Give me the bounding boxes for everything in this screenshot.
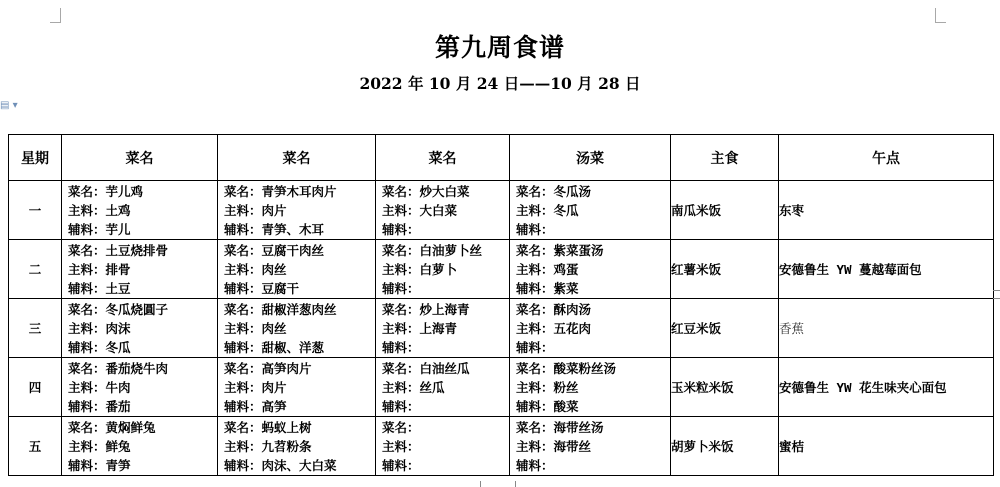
table-row [9,358,994,417]
aux-ingredient: 番茄 [105,398,131,414]
weekday-cell: 一 [9,181,62,240]
dish-cell [218,299,376,358]
dish-label: 菜名： [224,183,262,199]
aux-ingredient: 豆腐干 [261,280,300,296]
main-ingredient: 白萝卜 [419,261,458,277]
aux-ingredient: 高笋 [261,398,287,414]
dish-name: 紫菜蛋汤 [553,242,604,258]
staple-cell: 红薯米饭 [671,240,779,299]
dish-label: 菜名： [516,242,554,258]
main-ingredient: 肉丝 [261,261,287,277]
header-soup: 汤菜 [510,135,671,181]
dish-cell [218,240,376,299]
dish-name: 炒上海青 [419,301,470,317]
page-title: 第九周食谱 [434,33,565,62]
main-label: 主料： [224,320,262,336]
main-ingredient: 五花肉 [553,320,592,336]
dish-cell [62,240,218,299]
aux-label: 辅料： [68,398,106,414]
aux-label: 辅料： [516,398,554,414]
staple-cell: 南瓜米饭 [671,181,779,240]
main-label: 主料： [516,320,554,336]
aux-ingredient: 肉沫、大白菜 [261,457,337,473]
aux-label: 辅料： [382,280,420,296]
main-ingredient: 肉沫 [105,320,131,336]
main-ingredient: 丝瓜 [419,379,445,395]
aux-label: 辅料： [382,339,420,355]
snack-cell: 安德鲁生 YW 蔓越莓面包 [779,240,994,299]
main-ingredient: 排骨 [105,261,131,277]
aux-label: 辅料： [382,457,420,473]
header-staple: 主食 [671,135,779,181]
soup-cell [510,240,671,299]
dish-name: 白油丝瓜 [419,360,470,376]
aux-label: 辅料： [516,339,554,355]
dish-name: 黄焖鲜兔 [105,419,156,435]
main-label: 主料： [382,320,420,336]
dish-name: 酸菜粉丝汤 [553,360,617,376]
table-header-row [9,135,994,181]
aux-label: 辅料： [68,457,106,473]
dish-cell [62,299,218,358]
dish-name: 冬瓜汤 [553,183,592,199]
main-label: 主料： [516,379,554,395]
main-ingredient: 牛肉 [105,379,131,395]
dish-cell [376,358,510,417]
dish-name: 甜椒洋葱肉丝 [261,301,337,317]
main-label: 主料： [382,438,420,454]
aux-ingredient: 紫菜 [553,280,579,296]
dish-name: 番茄烧牛肉 [105,360,169,376]
dish-label: 菜名： [382,242,420,258]
main-label: 主料： [68,438,106,454]
main-ingredient: 粉丝 [553,379,579,395]
aux-label: 辅料： [382,221,420,237]
aux-label: 辅料： [224,280,262,296]
date-range: 2022 年 10 月 24 日——10 月 28 日 [359,74,641,93]
soup-cell [510,417,671,476]
main-ingredient: 肉片 [261,379,287,395]
aux-label: 辅料： [224,339,262,355]
staple-cell: 红豆米饭 [671,299,779,358]
header-dish-3: 菜名 [376,135,510,181]
dish-cell [376,417,510,476]
aux-label: 辅料： [224,398,262,414]
staple-cell: 玉米粒米饭 [671,358,779,417]
aux-label: 辅料： [68,339,106,355]
main-ingredient: 冬瓜 [553,202,579,218]
weekday-cell: 五 [9,417,62,476]
staple-cell: 胡萝卜米饭 [671,417,779,476]
main-label: 主料： [68,379,106,395]
dish-label: 菜名： [382,183,420,199]
aux-ingredient: 土豆 [105,280,131,296]
aux-label: 辅料： [68,280,106,296]
main-ingredient: 鸡蛋 [553,261,579,277]
page-corner-mark-top-right [935,8,946,23]
dish-label: 菜名： [224,360,262,376]
dish-name: 酥肉汤 [553,301,592,317]
dish-label: 菜名： [68,419,106,435]
dish-label: 菜名： [68,301,106,317]
dish-label: 菜名： [68,242,106,258]
weekday-cell: 二 [9,240,62,299]
aux-label: 辅料： [224,457,262,473]
dish-label: 菜名： [224,419,262,435]
dish-label: 菜名： [516,360,554,376]
weekday-cell: 三 [9,299,62,358]
dish-cell [376,181,510,240]
soup-cell [510,299,671,358]
main-label: 主料： [516,438,554,454]
dish-label: 菜名： [68,360,106,376]
main-label: 主料： [224,438,262,454]
dish-name: 土豆烧排骨 [105,242,169,258]
menu-table [8,134,994,476]
header-snack: 午点 [779,135,994,181]
dish-name: 豆腐干肉丝 [261,242,325,258]
aux-label: 辅料： [516,221,554,237]
main-ingredient: 肉丝 [261,320,287,336]
aux-ingredient: 甜椒、洋葱 [261,339,325,355]
aux-ingredient: 冬瓜 [105,339,131,355]
main-label: 主料： [382,261,420,277]
weekday-cell: 四 [9,358,62,417]
dish-label: 菜名： [382,419,420,435]
dish-label: 菜名： [68,183,106,199]
main-label: 主料： [382,202,420,218]
dish-cell [218,358,376,417]
snack-cell: 蜜桔 [779,417,994,476]
dish-cell [62,417,218,476]
header-dish-2: 菜名 [218,135,376,181]
dish-label: 菜名： [382,301,420,317]
page-bottom-mark [515,481,516,487]
main-ingredient: 肉片 [261,202,287,218]
main-label: 主料： [382,379,420,395]
dish-name: 高笋肉片 [261,360,312,376]
page-edge-mark [993,298,1000,299]
dish-label: 菜名： [224,301,262,317]
main-label: 主料： [68,202,106,218]
dish-cell [376,240,510,299]
aux-ingredient: 芋儿 [105,221,131,237]
aux-ingredient: 酸菜 [553,398,579,414]
dish-cell [376,299,510,358]
table-row [9,417,994,476]
main-label: 主料： [516,202,554,218]
dish-label: 菜名： [516,419,554,435]
soup-cell [510,358,671,417]
dish-name: 蚂蚁上树 [261,419,312,435]
dish-cell [62,358,218,417]
table-row [9,240,994,299]
dish-cell [218,417,376,476]
main-label: 主料： [224,379,262,395]
snack-cell: 东枣 [779,181,994,240]
main-ingredient: 海带丝 [553,438,592,454]
header-dish-1: 菜名 [62,135,218,181]
aux-label: 辅料： [68,221,106,237]
main-label: 主料： [224,261,262,277]
main-ingredient: 鲜兔 [105,438,131,454]
main-label: 主料： [68,261,106,277]
main-ingredient: 九苕粉条 [261,438,312,454]
aux-label: 辅料： [382,398,420,414]
aux-label: 辅料： [224,221,262,237]
main-ingredient: 土鸡 [105,202,131,218]
aux-label: 辅料： [516,280,554,296]
table-row [9,181,994,240]
soup-cell [510,181,671,240]
snack-cell: 安德鲁生 YW 花生味夹心面包 [779,358,994,417]
document-options-icon[interactable]: ▤ ▾ [0,100,18,111]
page-corner-mark-top-left [50,8,61,23]
aux-ingredient: 青笋 [105,457,131,473]
main-ingredient: 大白菜 [419,202,458,218]
dish-name: 白油萝卜丝 [419,242,483,258]
dish-name: 芋儿鸡 [105,183,144,199]
dish-label: 菜名： [516,301,554,317]
table-row [9,299,994,358]
dish-cell [62,181,218,240]
header-weekday: 星期 [9,135,62,181]
dish-name: 炒大白菜 [419,183,470,199]
snack-cell: 香蕉 [779,299,994,358]
main-label: 主料： [224,202,262,218]
page-edge-mark [993,290,1000,291]
dish-name: 青笋木耳肉片 [261,183,337,199]
dish-cell [218,181,376,240]
dish-name: 冬瓜烧圓子 [105,301,169,317]
aux-ingredient: 青笋、木耳 [261,221,325,237]
aux-label: 辅料： [516,457,554,473]
main-label: 主料： [68,320,106,336]
main-label: 主料： [516,261,554,277]
dish-label: 菜名： [516,183,554,199]
dish-label: 菜名： [382,360,420,376]
page-bottom-mark [480,481,481,487]
dish-label: 菜名： [224,242,262,258]
main-ingredient: 上海青 [419,320,458,336]
dish-name: 海带丝汤 [553,419,604,435]
